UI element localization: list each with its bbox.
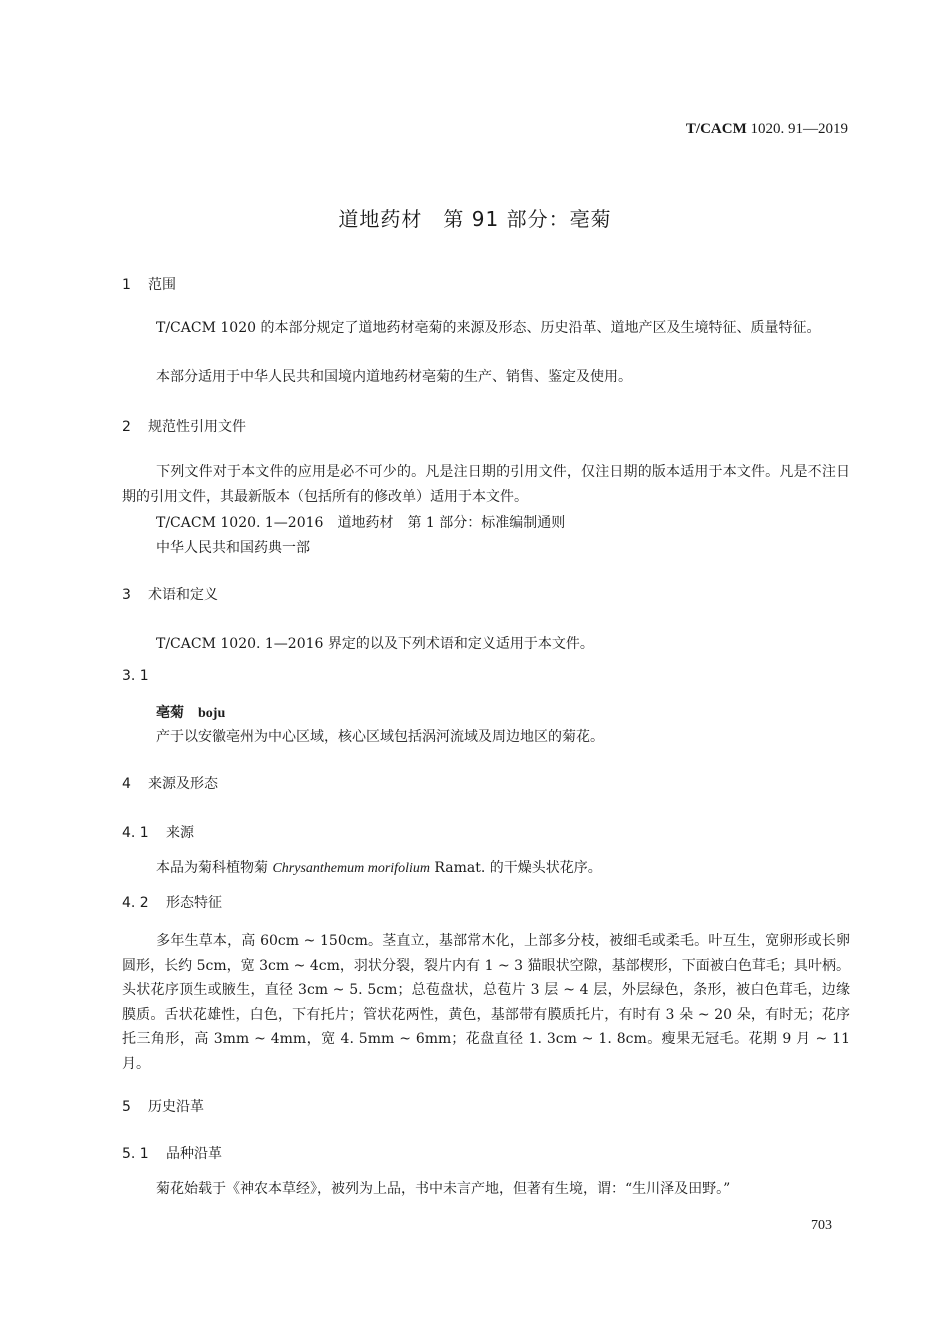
section-1-heading: 1 范围 [122,277,176,293]
document-title: 道地药材 第 91 部分：亳菊 [338,207,612,231]
section-4-heading: 4 来源及形态 [122,776,218,792]
normative-reference: 中华人民共和国药典一部 [156,540,310,556]
standard-code: T/CACM 1020. 91—2019 [685,121,848,137]
normative-reference: T/CACM 1020. 1—2016 道地药材 第 1 部分：标准编制通则 [156,515,566,531]
section-2-heading: 2 规范性引用文件 [122,419,246,435]
section-5-1-paragraph: 菊花始载于《神农本草经》，被列为上品，书中未言产地，但著有生境，谓：“生川泽及田野。” [156,1181,731,1197]
section-2-paragraph-1: 下列文件对于本文件的应用是必不可少的。凡是注日期的引用文件，仅注日期的版本适用于本文件。凡是不注日期的引用文件，其最新版本（包括所有的修改单）适用于本文件。 [122,464,850,505]
term-entry: 亳菊 boju [156,705,226,721]
section-1-paragraph-2: 本部分适用于中华人民共和国境内道地药材亳菊的生产、销售、鉴定及使用。 [156,369,632,385]
page-number: 703 [811,1218,832,1233]
latin-name: Chrysanthemum morifolium [272,861,430,876]
section-3-1-number: 3. 1 [122,668,149,684]
section-4-2-heading: 4. 2 形态特征 [122,895,222,911]
section-4-1-paragraph: 本品为菊科植物菊 Chrysanthemum morifolium Ramat. 的干燥头状花序。 [156,860,602,876]
section-5-1-heading: 5. 1 品种沿革 [122,1146,222,1162]
section-3-paragraph-1: T/CACM 1020. 1—2016 界定的以及下列术语和定义适用于本文件。 [156,636,594,652]
section-4-2-paragraph: 多年生草本，高 60cm ~ 150cm。茎直立，基部常木化，上部多分枝，被细毛或柔毛。叶互生，宽卵形或长卵圆形，长约 5cm，宽 3cm ~ 4cm，羽状分裂，裂片内有 1 ~ 3 猫眼状空隙，基部楔形，下面被白色茸毛；具叶柄。头状花序顶生或腋生，直径 3cm ~ 5. 5cm；总苞盘状，总苞片 3 层 ~ 4 层，外层绿色，条形，被白色茸毛，边缘膜质。舌状花雄性，白色，下有托片；管状花两性，黄色，基部带有膜质托片，有时有 3 朵 ~ 20 朵，有时无；花序托三角形，高 3mm ~ 4mm，宽 4. 5mm ~ 6mm；花盘直径 1. 3cm ~ 1. 8cm。瘦果无冠毛。花期 9 月 ~ 11 月。 [122,933,850,1072]
section-3-heading: 3 术语和定义 [122,587,218,603]
term-definition: 产于以安徽亳州为中心区域，核心区域包括涡河流域及周边地区的菊花。 [156,729,604,745]
section-5-heading: 5 历史沿革 [122,1099,204,1115]
section-4-1-heading: 4. 1 来源 [122,825,194,841]
section-1-paragraph-1: T/CACM 1020 的本部分规定了道地药材亳菊的来源及形态、历史沿革、道地产区及生境特征、质量特征。 [156,320,821,336]
